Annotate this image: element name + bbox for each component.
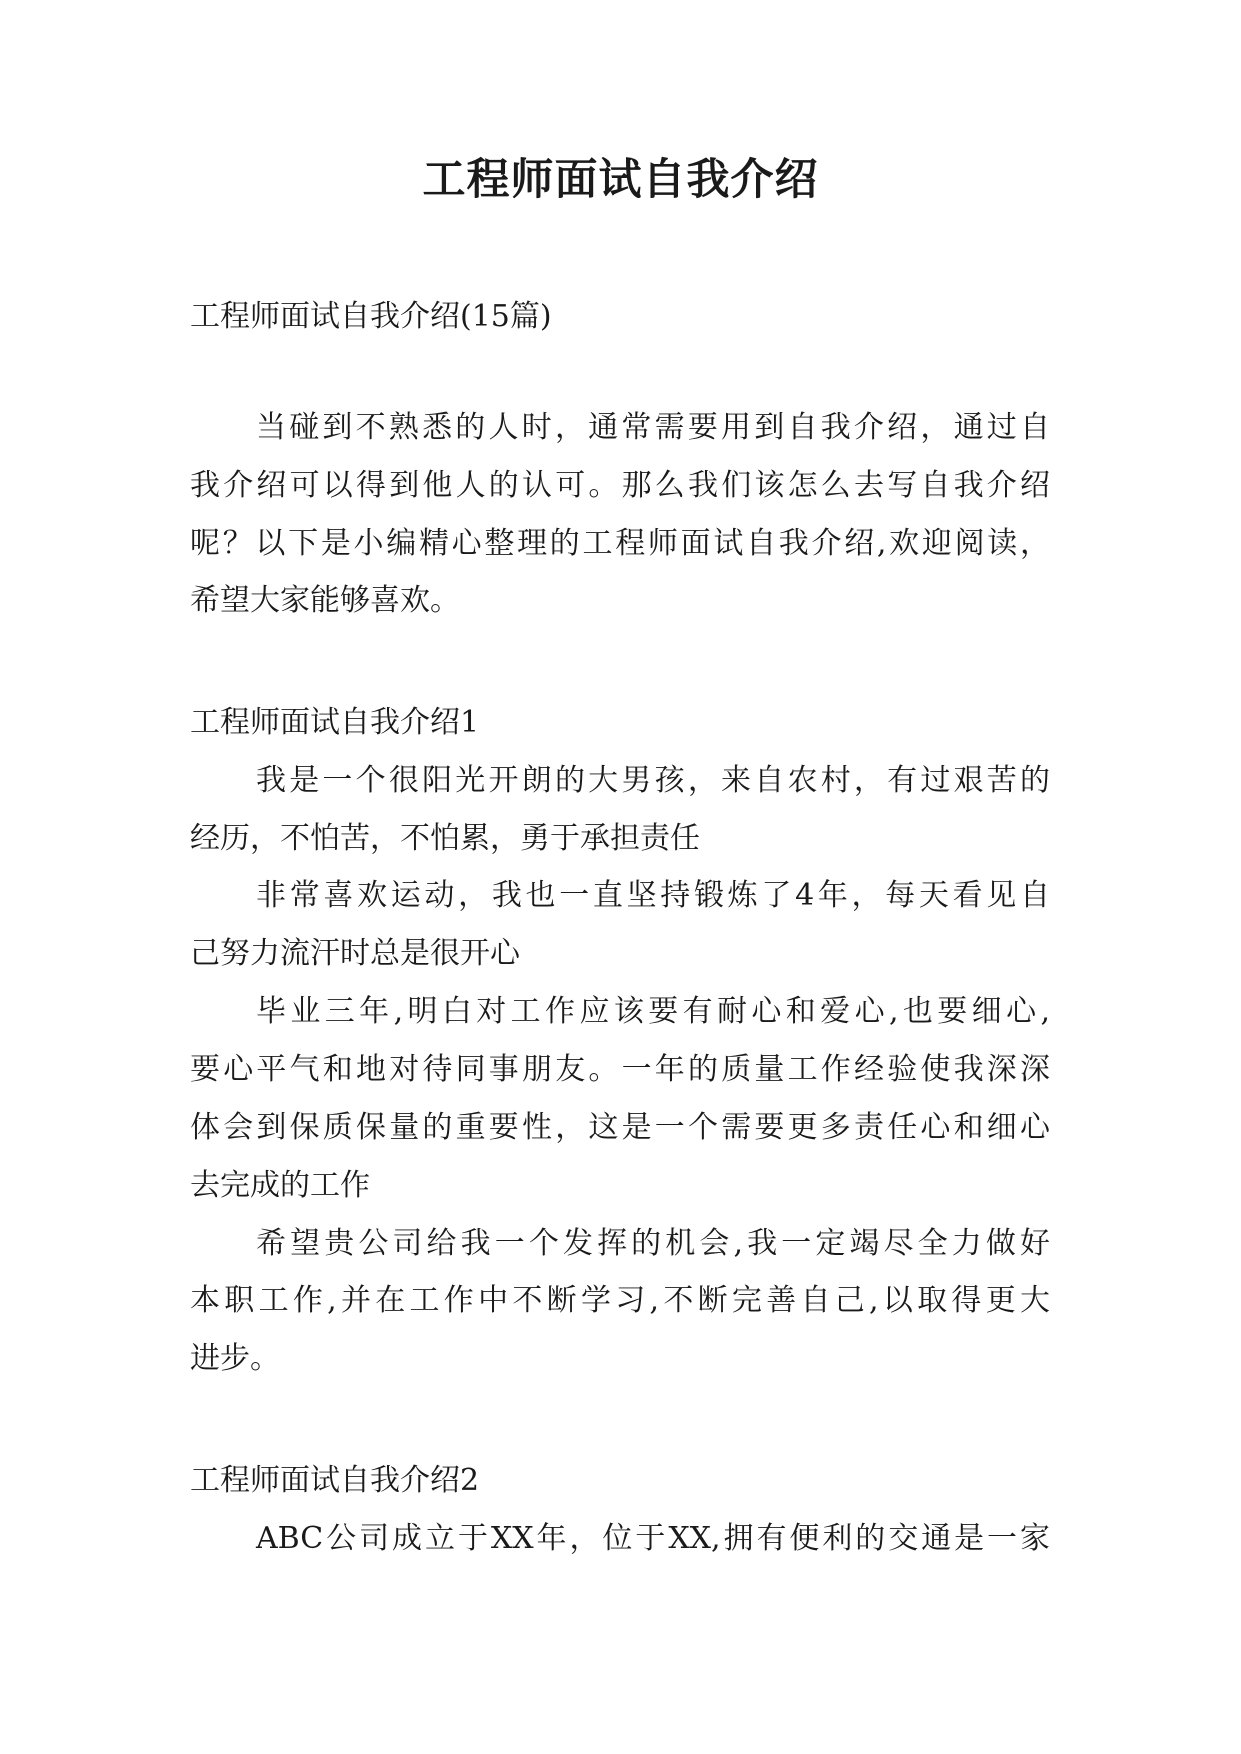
section-line: 毕业三年,明白对工作应该要有耐心和爱心,也要细心, <box>256 994 1050 1029</box>
intro-line: 希望大家能够喜欢。 <box>190 583 460 618</box>
section-line: 体会到保质保量的重要性，这是一个需要更多责任心和细心 <box>190 1110 1050 1145</box>
section-line: 己努力流汗时总是很开心 <box>190 936 520 971</box>
section-line: ABC公司成立于XX年，位于XX,拥有便利的交通是一家 <box>256 1521 1050 1556</box>
section-line: 进步。 <box>190 1341 280 1376</box>
section-line: 要心平气和地对待同事朋友。一年的质量工作经验使我深深 <box>190 1052 1050 1087</box>
section-heading: 工程师面试自我介绍2 <box>190 1463 480 1498</box>
section-line: 希望贵公司给我一个发挥的机会,我一定竭尽全力做好 <box>256 1226 1050 1261</box>
section-line: 本职工作,并在工作中不断学习,不断完善自己,以取得更大 <box>190 1283 1050 1318</box>
section-heading: 工程师面试自我介绍1 <box>190 705 480 740</box>
intro-line: 我介绍可以得到他人的认可。那么我们该怎么去写自我介绍 <box>190 468 1050 503</box>
document-title: 工程师面试自我介绍 <box>422 155 819 205</box>
intro-line: 当碰到不熟悉的人时，通常需要用到自我介绍，通过自 <box>256 410 1050 445</box>
section-line: 我是一个很阳光开朗的大男孩，来自农村，有过艰苦的 <box>256 763 1050 798</box>
section-line: 经历，不怕苦，不怕累，勇于承担责任 <box>190 821 700 856</box>
section-line: 非常喜欢运动，我也一直坚持锻炼了4年，每天看见自 <box>256 878 1050 913</box>
document-subtitle: 工程师面试自我介绍(15篇) <box>190 299 552 334</box>
section-line: 去完成的工作 <box>190 1168 370 1203</box>
intro-line: 呢？以下是小编精心整理的工程师面试自我介绍,欢迎阅读， <box>190 526 1050 561</box>
